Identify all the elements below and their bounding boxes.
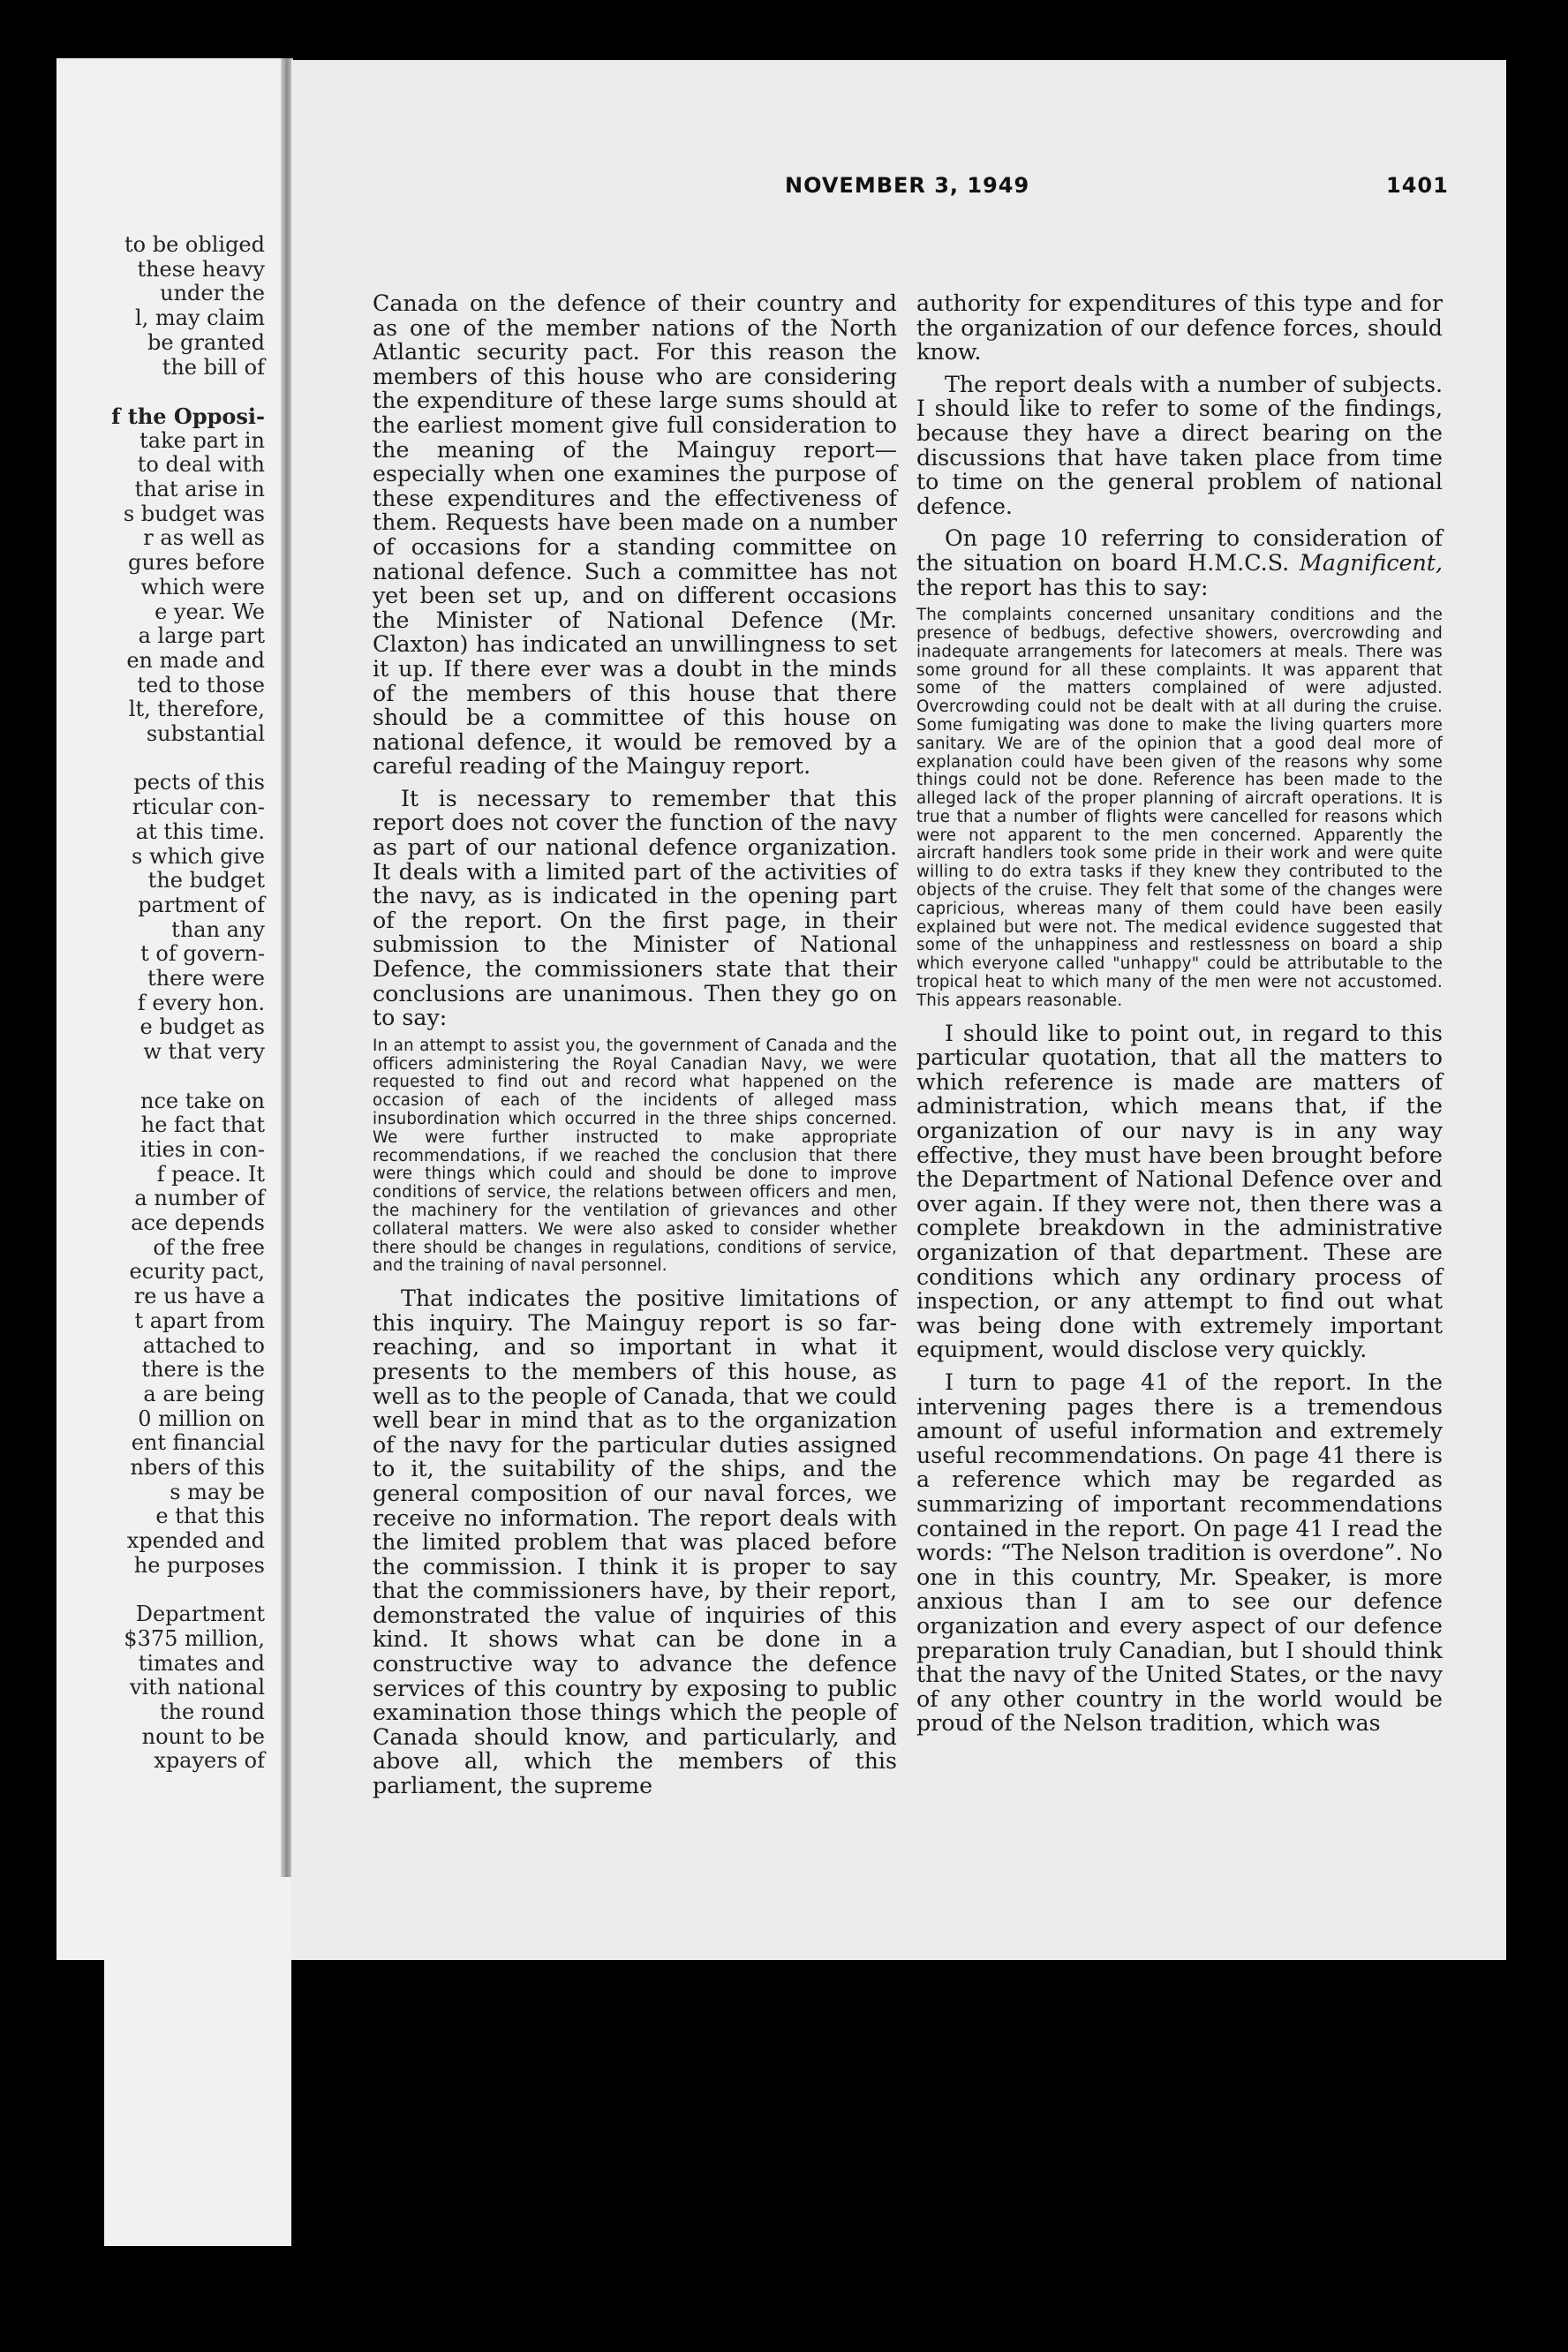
previous-page-line: ecurity pact, [129,1259,265,1285]
previous-page-line: f the Opposi- [111,403,265,429]
previous-page-line: t of govern- [140,941,265,967]
previous-page-line: attached to [142,1332,265,1358]
paragraph: authority for expenditures of this type and for the organization of our defence forces, should know. [916,290,1443,366]
previous-page-line: f every hon. [137,990,265,1015]
paragraph: The report deals with a number of subjects. I should like to refer to some of the findings, because they have a direct bearing on the discussions that have taken place from time to time on the general problem of national defence. [916,371,1443,519]
previous-page-line: there is the [141,1357,265,1383]
previous-page-line: w that very [143,1039,265,1065]
ship-name: Magnificent, [1299,549,1443,576]
previous-page-line: a number of [134,1186,265,1211]
previous-page-line: Department [135,1602,265,1627]
paragraph: I should like to point out, in regard to this particular quotation, that all the matters to which reference is made are matters of administration, which means that, if the organization of our navy is in any way effective, they must have been brought before the Department of National Defence over and over again. If they were not, then there was a complete breakdown in the administrative organization of that department. These are conditions which any ordinary process of inspection, or any attempt to find out what was being done with extremely important equipment, would disclose very quickly. [916,1020,1443,1363]
previous-page-line: s may be [170,1479,265,1504]
previous-page-line: he purposes [133,1552,265,1578]
paragraph: It is necessary to remember that this report does not cover the function of the navy as part of our national defence organization. It deals with a limited part of the activities of the navy, as is indicated in the opening part of the report. On the first page, in their submission to the Minister of National Defence, the commissioners state that their conclusions are unanimous. Then they go on to say: [373,785,897,1031]
previous-page-line: ent financial [131,1430,265,1456]
previous-page-line: a large part [138,623,265,649]
previous-page-line: to be obliged [124,232,265,257]
previous-page-line: substantial [146,721,265,746]
previous-page-line: that arise in [134,477,265,501]
previous-page-line: r as well as [143,525,265,551]
previous-page-line: xpended and [126,1528,265,1554]
previous-page-line: nce take on [140,1088,265,1113]
paragraph-text: the report has this to say: [916,574,1209,600]
previous-page-line: of the free [153,1234,265,1260]
previous-page-line: l, may claim [134,305,265,331]
column-right [916,291,1443,1736]
paragraph [916,526,1443,599]
paper-stub [104,1877,291,2246]
previous-page-line: the budget [147,868,265,893]
paragraph: Canada on the defence of their country and as one of the member nations of the North Atlantic security pact. For this reason the members of this house who are considering the expenditure of these large sums should at the earliest moment give full consideration to the meaning of the Mainguy report—especially when one examines the purpose of these expenditures and the effectiveness of them. Requests have been made on a number of occasions for a standing committee on national defence. Such a committee has not yet been set up, and on different occasions the Minister of National Defence (Mr. Claxton) has indicated an unwillingness to set it up. If there ever was a doubt in the minds of the members of this house that there should be a committee of this house on national defence, it would be removed by a careful reading of the Mainguy report. [373,290,897,780]
paragraph: That indicates the positive limitations of this inquiry. The Mainguy report is so far-reaching, and so important in what it presents to the members of this house, as well as to the people of Canada, that we could well bear in mind that as to the organization of the navy for the particular duties assigned to it, the suitability of the ships, and the general composition of our naval forces, we receive no information. The report deals with the limited problem that was placed before the commission. I think it is proper to say that the commissioners have, by their report, demonstrated the value of inquiries of this kind. It shows what can be done in a constructive way to advance the defence services of this country by exposing to public examination those things which the people of Canada should know, and particularly, and above all, which the members of this parliament, the supreme [373,1285,897,1799]
previous-page-line: re us have a [133,1284,265,1309]
previous-page-line: ities in con- [139,1136,265,1162]
previous-page-line: than any [171,916,265,942]
block-quote: The complaints concerned unsanitary conditions and the presence of bedbugs, defective showers, overcrowding and inadequate arrangements for latecomers at meals. There was some ground for all these complaints. It was apparent that some of the matters complained of were adjusted. Overcrowding could not be dealt with at all during the cruise. Some fumigating was done to make the living quarters more sanitary. We are of the opinion that a good deal more of explanation could have been given of the reasons why some things could not be done. Reference has been made to the alleged lack of the proper planning of aircraft operations. It is true that a number of flights were cancelled for reasons which were not apparent to the men concerned. Apparently the aircraft handlers took some pride in their work and were quite willing to do extra tasks if they knew they contributed to the objects of the cruise. They felt that some of the changes were capricious, whereas many of them could have been easily explained but were not. The medical evidence suggested that some of the unhappiness and restlessness on board a ship which everyone called "unhappy" could be attributable to the tropical heat to which many of the men were not accustomed. This appears reasonable. [916,606,1443,1010]
previous-page-line: $375 million, [124,1625,265,1651]
previous-page-line: lt, therefore, [128,697,265,722]
previous-page-line: a are being [143,1381,265,1406]
previous-page-line: ted to those [137,672,265,697]
previous-page-line: f peace. It [156,1161,265,1187]
previous-page-line: gures before [127,550,265,576]
previous-page-line: 0 million on [138,1406,265,1431]
previous-page-line: ace depends [131,1210,265,1235]
previous-page-line: there were [147,966,265,991]
page [291,60,1506,1960]
previous-page-line: timates and [138,1650,265,1676]
previous-page-line: these heavy [137,256,265,282]
previous-page-line: s budget was [123,501,265,526]
previous-page-line: be granted [147,329,265,355]
paragraph: I turn to page 41 of the report. In the intervening pages there is a tremendous amount of useful information and extremely useful recommendations. On page 41 there is a reference which may be regarded as summarizing of important recommendations contained in the report. On page 41 I read the words: “The Nelson tradition is overdone”. No one in this country, Mr. Speaker, is more anxious than I am to see our defence organization and every aspect of our defence preparation truly Canadian, but I should think that the navy of the United States, or the navy of any other country in the world would be proud of the Nelson tradition, which was [916,1368,1443,1737]
previous-page-fragment [57,58,286,1960]
previous-page-line: e that this [155,1504,265,1529]
previous-page-line: he fact that [140,1112,265,1138]
page-number: 1401 [1386,173,1449,198]
previous-page-line: s which give [132,843,265,869]
previous-page-line: the bill of [162,354,265,380]
column-left [373,291,897,1798]
previous-page-line: e year. We [155,599,265,624]
previous-page-line: at this time. [135,818,265,844]
previous-page-line: vith national [130,1675,265,1700]
previous-page-line: which were [140,574,265,599]
previous-page-line: take part in [139,427,265,453]
previous-page-line: pects of this [133,770,265,795]
previous-page-line: nbers of this [130,1455,265,1480]
page-date: NOVEMBER 3, 1949 [785,173,1030,198]
previous-page-line: nount to be [141,1723,265,1749]
previous-page-line: partment of [138,892,265,917]
previous-page-line: rticular con- [132,795,265,820]
previous-page-line: to deal with [137,452,265,478]
block-quote: In an attempt to assist you, the government of Canada and the officers administering the Royal Canadian Navy, we were requested to find out and record what happened on the occasion of each of the incidents of alleged mass insubordination which occurred in the three ships concerned. We were further instructed to make appropriate recommendations, if we reached the conclusion that there were things which could and should be done to improve conditions of service, the relations between officers and men, the machinery for the ventilation of grievances and other collateral matters. We were also asked to consider whether there should be changes in regulations, conditions of service, and the training of naval personnel. [373,1036,897,1276]
previous-page-line: t apart from [134,1308,265,1333]
previous-page-line: e budget as [139,1014,265,1040]
previous-page-line: the round [159,1700,265,1724]
previous-page-line: xpayers of [154,1748,265,1774]
previous-page-line: under the [160,281,265,306]
paragraph-text: On page 10 referring to consideration of the situation on board H.M.C.S. [916,525,1443,576]
previous-page-line: en made and [126,647,265,673]
